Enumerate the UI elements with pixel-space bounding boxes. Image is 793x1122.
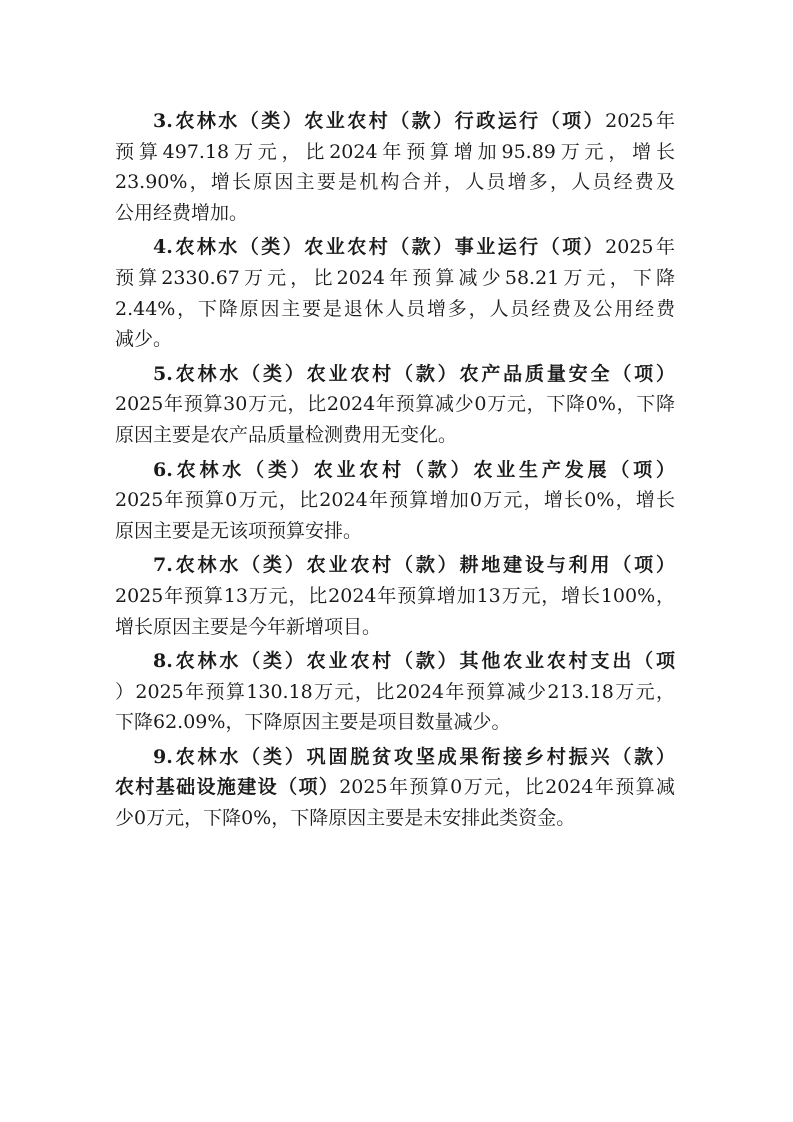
text-line — [115, 612, 675, 643]
text-line — [115, 294, 675, 325]
body-text: 减少。 — [115, 328, 173, 351]
body-text: 原因主要是无该项预算安排。 — [115, 519, 363, 542]
body-text: 公用经费增加。 — [115, 201, 249, 224]
bold-heading-text: 农村基础设施建设（项） — [115, 776, 340, 799]
text-line — [115, 167, 675, 198]
text-line — [115, 106, 675, 137]
document-body — [115, 106, 675, 838]
bold-heading-text: 3.农林水（类）农业农村（款）行政运行（项） — [153, 110, 606, 132]
body-text: 2025年预算0万元，比2024年预算减 — [339, 776, 675, 799]
bold-heading-text: 6.农林水（类）农业农村（款）农业生产发展（项） — [153, 458, 675, 481]
body-text: 2025年预算30万元，比2024年预算减少0万元，下降0%，下降 — [115, 393, 675, 416]
text-line — [115, 550, 675, 581]
text-line — [115, 803, 675, 834]
paragraph-2 — [115, 232, 675, 354]
bold-heading-text: 8.农林水（类）农业农村（款）其他农业农村支出（项 — [153, 650, 675, 673]
body-text: 2025年预算0万元，比2024年预算增加0万元，增长0%，增长 — [115, 489, 675, 512]
text-line — [115, 772, 675, 803]
paragraph-6 — [115, 646, 675, 738]
body-text: 下降62.09%，下降原因主要是项目数量减少。 — [115, 711, 511, 734]
text-line — [115, 677, 675, 708]
text-line — [115, 198, 675, 229]
body-text: 少0万元，下降0%，下降原因主要是未安排此类资金。 — [115, 807, 576, 830]
body-text: 增长原因主要是今年新增项目。 — [115, 615, 382, 638]
text-line — [115, 324, 675, 355]
text-line — [115, 137, 675, 168]
text-line — [115, 581, 675, 612]
text-line — [115, 707, 675, 738]
bold-heading-text: 7.农林水（类）农业农村（款）耕地建设与利用（项） — [153, 554, 675, 577]
body-text: 2025年 — [605, 236, 676, 259]
body-text: 2025年预算13万元，比2024年预算增加13万元，增长100%， — [115, 584, 675, 607]
paragraph-7 — [115, 742, 675, 834]
bold-heading-text: 5.农林水（类）农业农村（款）农产品质量安全（项） — [153, 362, 675, 385]
body-text: 2025年 — [605, 110, 676, 132]
text-line — [115, 516, 675, 547]
bold-heading-text: 9.农林水（类）巩固脱贫攻坚成果衔接乡村振兴（款） — [153, 745, 675, 768]
paragraph-3 — [115, 359, 675, 451]
text-line — [115, 389, 675, 420]
text-line — [115, 455, 675, 486]
text-line — [115, 485, 675, 516]
text-line — [115, 263, 675, 294]
body-text: 23.90%，增长原因主要是机构合并，人员增多，人员经费及 — [115, 171, 675, 194]
paragraph-4 — [115, 455, 675, 547]
body-text: 预算497.18万元，比2024年预算增加95.89万元，增长 — [115, 140, 675, 163]
text-line — [115, 359, 675, 390]
body-text: 2.44%，下降原因主要是退休人员增多，人员经费及公用经费 — [115, 297, 675, 320]
text-line — [115, 232, 675, 263]
bold-heading-text: 4.农林水（类）农业农村（款）事业运行（项） — [153, 236, 606, 259]
body-text: ）2025年预算130.18万元，比2024年预算减少213.18万元， — [115, 680, 675, 703]
body-text: 预算2330.67万元，比2024年预算减少58.21万元，下降 — [115, 266, 675, 289]
text-line — [115, 742, 675, 773]
paragraph-5 — [115, 550, 675, 642]
body-text: 原因主要是农产品质量检测费用无变化。 — [115, 423, 458, 446]
text-line — [115, 420, 675, 451]
text-line — [115, 646, 675, 677]
paragraph-1 — [115, 106, 675, 228]
